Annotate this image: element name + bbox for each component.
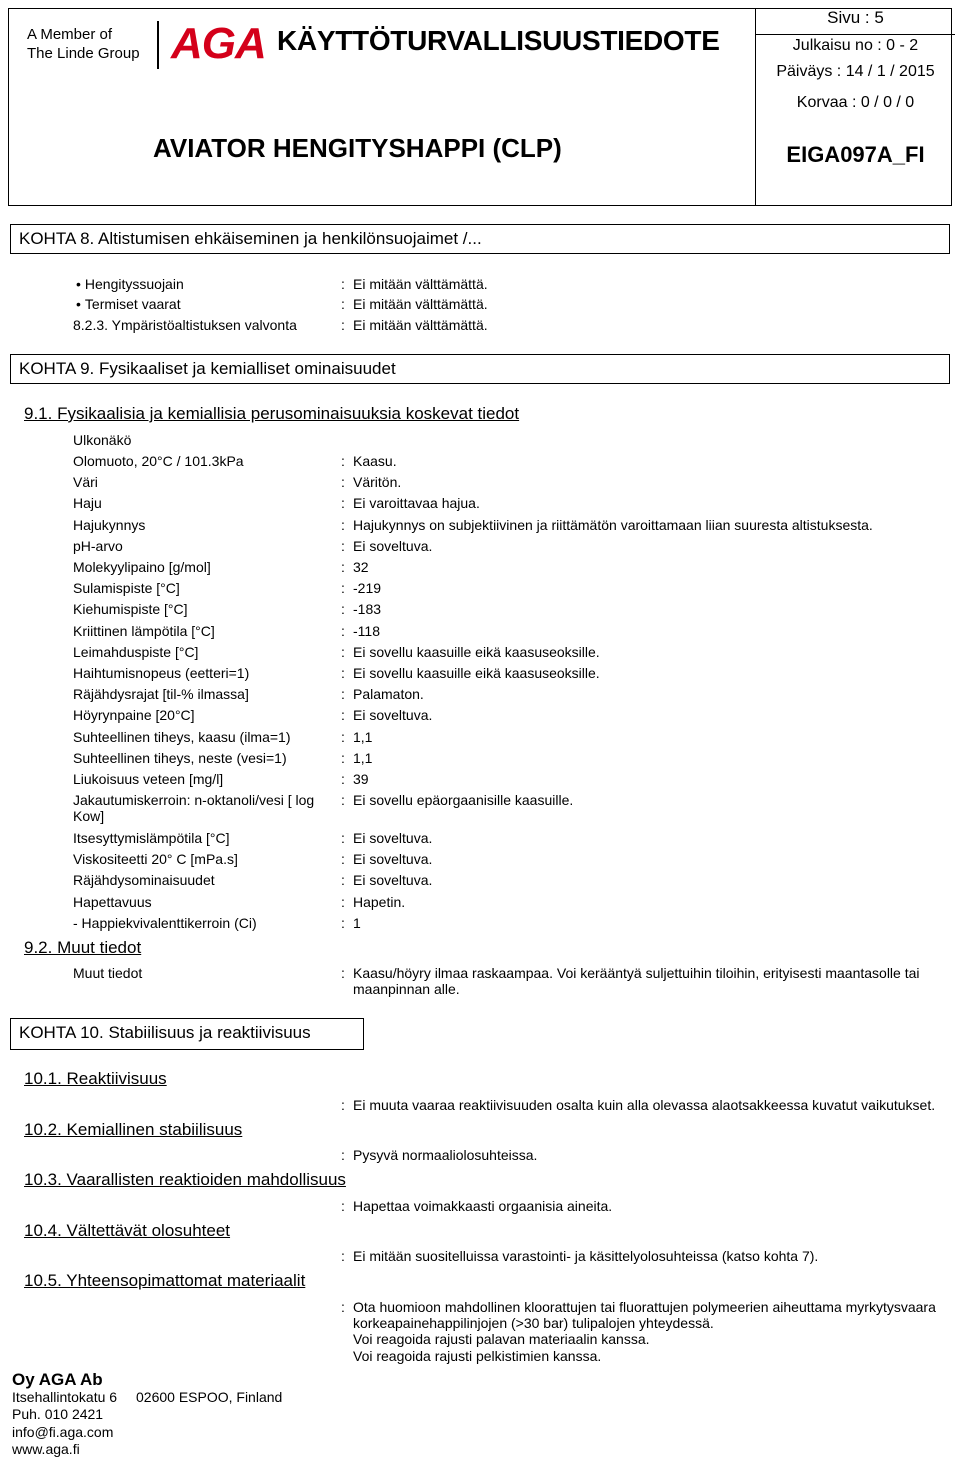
colon: : — [341, 538, 345, 554]
property-label: Suhteellinen tiheys, neste (vesi=1) — [73, 750, 287, 766]
colon: : — [341, 792, 345, 808]
colon: : — [341, 965, 345, 981]
colon: : — [341, 1097, 345, 1113]
muut-tiedot-value: Kaasu/höyry ilmaa raskaampaa. Voi kerääntyä suljettuihin tiloihin, erityisesti maantasolle tai maanpinnan alle. — [353, 965, 920, 997]
colon: : — [341, 750, 345, 766]
property-label: Kriittinen lämpötila [°C] — [73, 623, 215, 639]
subsection-9-2: 9.2. Muut tiedot — [24, 938, 142, 957]
property-label: Leimahduspiste [°C] — [73, 644, 199, 660]
property-label: - Happiekvivalenttikerroin (Ci) — [73, 915, 257, 931]
property-value: -183 — [353, 601, 382, 617]
subsection-10-5: 10.5. Yhteensopimattomat materiaalit — [24, 1271, 306, 1290]
supersedes: Korvaa : 0 / 0 / 0 — [796, 94, 915, 111]
meta-divider — [756, 34, 955, 35]
colon: : — [341, 1248, 345, 1264]
colon: : — [341, 894, 345, 910]
section-9-title: KOHTA 9. Fysikaaliset ja kemialliset ominaisuudet — [10, 354, 950, 384]
linde-line-2: The Linde Group — [27, 45, 140, 62]
colon: : — [341, 665, 345, 681]
s8-value: Ei mitään välttämättä. — [353, 276, 488, 292]
colon: : — [341, 830, 345, 846]
colon: : — [341, 517, 345, 533]
property-value: Palamaton. — [353, 686, 424, 702]
property-value: -219 — [353, 580, 382, 596]
colon: : — [341, 707, 345, 723]
property-value: Ei sovellu kaasuille eikä kaasuseoksille. — [353, 644, 600, 660]
colon: : — [341, 915, 345, 931]
incompatible-extra-1: Voi reagoida rajusti palavan materiaalin kanssa. — [353, 1331, 650, 1347]
s8-label-hengityssuojain: • Hengityssuojain — [76, 276, 184, 292]
document-title: KÄYTTÖTURVALLISUUSTIEDOTE — [277, 25, 720, 56]
incompatible-materials-value: Ota huomioon mahdollinen kloorattujen tai fluorattujen polymeerien aiheuttama myrkytysvaara korkeapainehappilinjojen (>30 bar) tulipalojen yhteydessä. — [353, 1299, 936, 1331]
ulkonako-label: Ulkonäkö — [73, 432, 132, 448]
property-label: Molekyylipaino [g/mol] — [73, 559, 211, 575]
linde-line-1: A Member of — [27, 26, 113, 43]
property-label: Haihtumisnopeus (eetteri=1) — [73, 665, 250, 681]
property-label: pH-arvo — [73, 538, 123, 554]
subsection-10-1: 10.1. Reaktiivisuus — [24, 1069, 167, 1088]
property-label: Liukoisuus veteen [mg/l] — [73, 771, 224, 787]
property-value: Väritön. — [353, 474, 402, 490]
colon: : — [341, 644, 345, 660]
property-value: Ei soveltuva. — [353, 538, 433, 554]
colon: : — [341, 851, 345, 867]
property-value: -118 — [353, 623, 380, 639]
product-name: AVIATOR HENGITYSHAPPI (CLP) — [153, 133, 562, 163]
colon: : — [341, 453, 345, 469]
colon: : — [341, 296, 345, 312]
colon: : — [341, 1147, 345, 1163]
muut-tiedot-label: Muut tiedot — [73, 965, 143, 981]
footer-web[interactable]: www.aga.fi — [12, 1441, 80, 1457]
colon: : — [341, 771, 345, 787]
property-value: Ei sovellu epäorgaanisille kaasuille. — [353, 792, 574, 808]
property-label: Olomuoto, 20°C / 101.3kPa — [73, 453, 244, 469]
document-header — [8, 8, 952, 206]
revision-number: Julkaisu no : 0 - 2 — [792, 37, 919, 54]
colon: : — [341, 686, 345, 702]
s8-value: Ei mitään välttämättä. — [353, 317, 488, 333]
property-value: Hajukynnys on subjektiivinen ja riittämätön varoittamaan liian suuresta altistuksesta. — [353, 517, 873, 533]
colon: : — [341, 623, 345, 639]
colon: : — [341, 559, 345, 575]
colon: : — [341, 729, 345, 745]
property-label: Itsesyttymislämpötila [°C] — [73, 830, 230, 846]
property-value: 32 — [353, 559, 369, 575]
footer-email[interactable]: info@fi.aga.com — [12, 1424, 114, 1440]
footer-phone: Puh. 010 2421 — [12, 1406, 104, 1422]
property-value: Ei varoittavaa hajua. — [353, 495, 480, 511]
section-8-title: KOHTA 8. Altistumisen ehkäiseminen ja henkilönsuojaimet /... — [10, 224, 950, 254]
linde-logo — [27, 25, 147, 63]
document-code: EIGA097A_FI — [786, 142, 925, 167]
footer-city: 02600 ESPOO, Finland — [136, 1389, 283, 1405]
colon: : — [341, 276, 345, 292]
colon: : — [341, 495, 345, 511]
issue-date: Päiväys : 14 / 1 / 2015 — [776, 63, 935, 80]
property-value: Hapetin. — [353, 894, 406, 910]
property-value: 39 — [353, 771, 369, 787]
property-value: 1,1 — [353, 750, 373, 766]
property-value: 1 — [353, 915, 361, 931]
colon: : — [341, 317, 345, 333]
s8-label-ymparisto: 8.2.3. Ympäristöaltistuksen valvonta — [73, 317, 297, 333]
property-label: Räjähdysrajat [til-% ilmassa] — [73, 686, 249, 702]
page-number: Sivu : 5 — [827, 8, 884, 27]
property-label: Hajukynnys — [73, 517, 146, 533]
subsection-10-3: 10.3. Vaarallisten reaktioiden mahdollisuus — [24, 1170, 346, 1189]
property-value: Ei sovellu kaasuille eikä kaasuseoksille. — [353, 665, 600, 681]
meta-box — [755, 8, 954, 206]
subsection-10-4: 10.4. Vältettävät olosuhteet — [24, 1221, 231, 1240]
property-label: Haju — [73, 495, 102, 511]
s8-value: Ei mitään välttämättä. — [353, 296, 488, 312]
property-label: Viskositeetti 20° C [mPa.s] — [73, 851, 238, 867]
colon: : — [341, 580, 345, 596]
colon: : — [341, 872, 345, 888]
property-value: Ei soveltuva. — [353, 830, 433, 846]
colon: : — [341, 601, 345, 617]
section-10-title: KOHTA 10. Stabiilisuus ja reaktiivisuus — [10, 1018, 364, 1050]
property-label: Kiehumispiste [°C] — [73, 601, 188, 617]
property-value: Ei soveltuva. — [353, 851, 433, 867]
property-label: Väri — [73, 474, 98, 490]
subsection-9-1: 9.1. Fysikaalisia ja kemiallisia perusominaisuuksia koskevat tiedot — [24, 404, 520, 423]
subsection-10-2: 10.2. Kemiallinen stabiilisuus — [24, 1120, 243, 1139]
s8-label-termiset: • Termiset vaarat — [76, 296, 181, 312]
property-value: Ei soveltuva. — [353, 872, 433, 888]
colon: : — [341, 1198, 345, 1214]
aga-logo: AGA — [171, 19, 266, 68]
footer-address: Itsehallintokatu 6 — [12, 1389, 118, 1405]
hazardous-reactions-value: Hapettaa voimakkaasti orgaanisia aineita. — [353, 1198, 613, 1214]
reactivity-value: Ei muuta vaaraa reaktiivisuuden osalta kuin alla olevassa alaotsakkeessa kuvatut vaikutukset. — [353, 1097, 936, 1113]
stability-value: Pysyvä normaaliolosuhteissa. — [353, 1147, 538, 1163]
property-label: Räjähdysominaisuudet — [73, 872, 215, 888]
footer-company: Oy AGA Ab — [12, 1370, 103, 1389]
colon: : — [341, 474, 345, 490]
property-value: Ei soveltuva. — [353, 707, 433, 723]
property-value: 1,1 — [353, 729, 373, 745]
property-label: Höyrynpaine [20°C] — [73, 707, 195, 723]
conditions-avoid-value: Ei mitään suositelluissa varastointi- ja käsittelyolosuhteissa (katso kohta 7). — [353, 1248, 819, 1264]
colon: : — [341, 1299, 345, 1315]
property-label: Sulamispiste [°C] — [73, 580, 180, 596]
property-value: Kaasu. — [353, 453, 397, 469]
property-label: Suhteellinen tiheys, kaasu (ilma=1) — [73, 729, 291, 745]
property-label: Jakautumiskerroin: n-oktanoli/vesi [ log Kow] — [73, 792, 315, 824]
property-label: Hapettavuus — [73, 894, 152, 910]
logo-separator — [157, 21, 159, 69]
incompatible-extra-2: Voi reagoida rajusti pelkistimien kanssa. — [353, 1348, 602, 1364]
